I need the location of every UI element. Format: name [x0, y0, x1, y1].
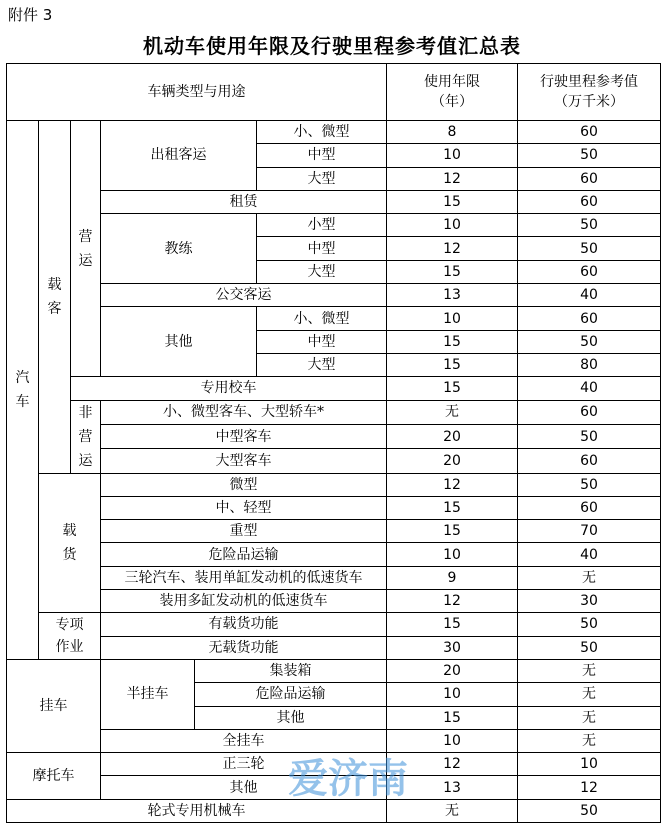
- row-years: 10: [387, 543, 518, 566]
- header-years-line1: 使用年限: [424, 74, 480, 90]
- row-mileage: 50: [518, 424, 661, 448]
- row-years: 10: [387, 214, 518, 237]
- header-row: [7, 64, 661, 121]
- row-mileage: 无: [518, 706, 661, 729]
- row-label: 小、微型: [257, 121, 387, 144]
- row-label: 大型: [257, 353, 387, 376]
- row-mileage: 无: [518, 659, 661, 682]
- row-years: 20: [387, 659, 518, 682]
- row-years: 无: [387, 799, 518, 822]
- table-row: [7, 449, 661, 473]
- header-mileage: [518, 64, 661, 121]
- row-mileage: 10: [518, 753, 661, 776]
- row-mileage: 无: [518, 729, 661, 752]
- row-label: 重型: [101, 520, 387, 543]
- row-label: 小型: [257, 214, 387, 237]
- row-years: 12: [387, 237, 518, 260]
- row-label: 危险品运输: [101, 543, 387, 566]
- row-mileage: 50: [518, 636, 661, 659]
- row-label: 小、微型: [257, 307, 387, 330]
- row-label: 中型: [257, 144, 387, 167]
- row-label: 中型: [257, 237, 387, 260]
- table-row: [7, 613, 661, 636]
- row-years: 无: [387, 400, 518, 424]
- row-label: 正三轮: [101, 753, 387, 776]
- row-mileage: 60: [518, 400, 661, 424]
- row-years: 10: [387, 307, 518, 330]
- group-cargo: 载货: [39, 473, 101, 613]
- row-mileage: 50: [518, 613, 661, 636]
- row-mileage: 40: [518, 543, 661, 566]
- row-label: 其他: [195, 706, 387, 729]
- row-label: 公交客运: [101, 284, 387, 307]
- header-category: 车辆类型与用途: [7, 64, 387, 121]
- row-mileage: 60: [518, 121, 661, 144]
- table-row: [7, 776, 661, 799]
- row-mileage: 60: [518, 496, 661, 519]
- table-row: [7, 121, 661, 144]
- row-label: 轮式专用机械车: [7, 799, 387, 822]
- watermark-text: 爱济南: [288, 756, 408, 802]
- row-label: 微型: [101, 473, 387, 496]
- group-motorcycle: 摩托车: [7, 753, 101, 800]
- row-years: 12: [387, 590, 518, 613]
- table-row: [7, 307, 661, 330]
- row-mileage: 60: [518, 307, 661, 330]
- row-mileage: 无: [518, 683, 661, 706]
- row-years: 9: [387, 566, 518, 589]
- group-taxi: 出租客运: [101, 121, 257, 191]
- group-trailer: 挂车: [7, 659, 101, 752]
- table-row: [7, 590, 661, 613]
- group-commercial: 营运: [71, 121, 101, 377]
- row-mileage: 50: [518, 473, 661, 496]
- row-years: 15: [387, 496, 518, 519]
- row-label: 小、微型客车、大型轿车*: [101, 400, 387, 424]
- row-mileage: 50: [518, 330, 661, 353]
- row-label: 无载货功能: [101, 636, 387, 659]
- row-mileage: 80: [518, 353, 661, 376]
- row-label: 专用校车: [71, 377, 387, 400]
- row-years: 30: [387, 636, 518, 659]
- row-years: 15: [387, 377, 518, 400]
- row-label: 大型客车: [101, 449, 387, 473]
- row-mileage: 60: [518, 167, 661, 190]
- row-mileage: 40: [518, 377, 661, 400]
- row-years: 10: [387, 683, 518, 706]
- table-row: [7, 543, 661, 566]
- row-years: 12: [387, 473, 518, 496]
- table-row: [7, 799, 661, 822]
- table-row: [7, 520, 661, 543]
- row-years: 15: [387, 190, 518, 213]
- row-years: 20: [387, 424, 518, 448]
- header-mileage-line2: （万千米）: [554, 94, 624, 110]
- row-years: 15: [387, 706, 518, 729]
- row-years: 8: [387, 121, 518, 144]
- table-row: [7, 566, 661, 589]
- group-special: 专项作业: [39, 613, 101, 660]
- row-label: 租赁: [101, 190, 387, 213]
- table-row: [7, 496, 661, 519]
- row-years: 12: [387, 753, 518, 776]
- row-years: 15: [387, 330, 518, 353]
- row-years: 20: [387, 449, 518, 473]
- row-label: 其他: [101, 776, 387, 799]
- row-label: 有载货功能: [101, 613, 387, 636]
- row-label: 大型: [257, 260, 387, 283]
- header-mileage-line1: 行驶里程参考值: [540, 74, 638, 90]
- row-label: 中、轻型: [101, 496, 387, 519]
- row-mileage: 50: [518, 237, 661, 260]
- row-label: 大型: [257, 167, 387, 190]
- row-mileage: 50: [518, 214, 661, 237]
- row-mileage: 50: [518, 144, 661, 167]
- group-other: 其他: [101, 307, 257, 377]
- row-years: 13: [387, 284, 518, 307]
- row-mileage: 40: [518, 284, 661, 307]
- row-mileage: 12: [518, 776, 661, 799]
- group-car: 汽车: [7, 121, 39, 660]
- table-row: [7, 473, 661, 496]
- group-passenger: 载客: [39, 121, 71, 474]
- table-row: [7, 214, 661, 237]
- row-label: 中型客车: [101, 424, 387, 448]
- table-row: [7, 636, 661, 659]
- table-row: [7, 424, 661, 448]
- row-mileage: 无: [518, 566, 661, 589]
- row-years: 10: [387, 144, 518, 167]
- group-training: 教练: [101, 214, 257, 284]
- row-label: 危险品运输: [195, 683, 387, 706]
- row-years: 10: [387, 729, 518, 752]
- table-row: [7, 284, 661, 307]
- row-label: 全挂车: [101, 729, 387, 752]
- annex-label: 附件 3: [8, 6, 53, 24]
- group-semitrailer: 半挂车: [101, 659, 195, 729]
- row-mileage: 70: [518, 520, 661, 543]
- row-label: 中型: [257, 330, 387, 353]
- row-years: 15: [387, 353, 518, 376]
- row-years: 13: [387, 776, 518, 799]
- row-mileage: 60: [518, 449, 661, 473]
- row-years: 12: [387, 167, 518, 190]
- header-years: [387, 64, 518, 121]
- row-label: 装用多缸发动机的低速货车: [101, 590, 387, 613]
- row-years: 15: [387, 520, 518, 543]
- row-years: 15: [387, 613, 518, 636]
- row-mileage: 30: [518, 590, 661, 613]
- row-mileage: 60: [518, 260, 661, 283]
- table-row: [7, 190, 661, 213]
- row-mileage: 60: [518, 190, 661, 213]
- table-row: [7, 753, 661, 776]
- table-row: [7, 377, 661, 400]
- table-row: [7, 400, 661, 424]
- group-noncommercial: 非营运: [71, 400, 101, 473]
- table-row: [7, 729, 661, 752]
- row-mileage: 50: [518, 799, 661, 822]
- summary-table: [6, 63, 661, 823]
- table-row: [7, 659, 661, 682]
- header-years-line2: （年）: [431, 94, 473, 110]
- row-years: 15: [387, 260, 518, 283]
- row-label: 集装箱: [195, 659, 387, 682]
- page-title: 机动车使用年限及行驶里程参考值汇总表: [143, 34, 521, 58]
- row-label: 三轮汽车、装用单缸发动机的低速货车: [101, 566, 387, 589]
